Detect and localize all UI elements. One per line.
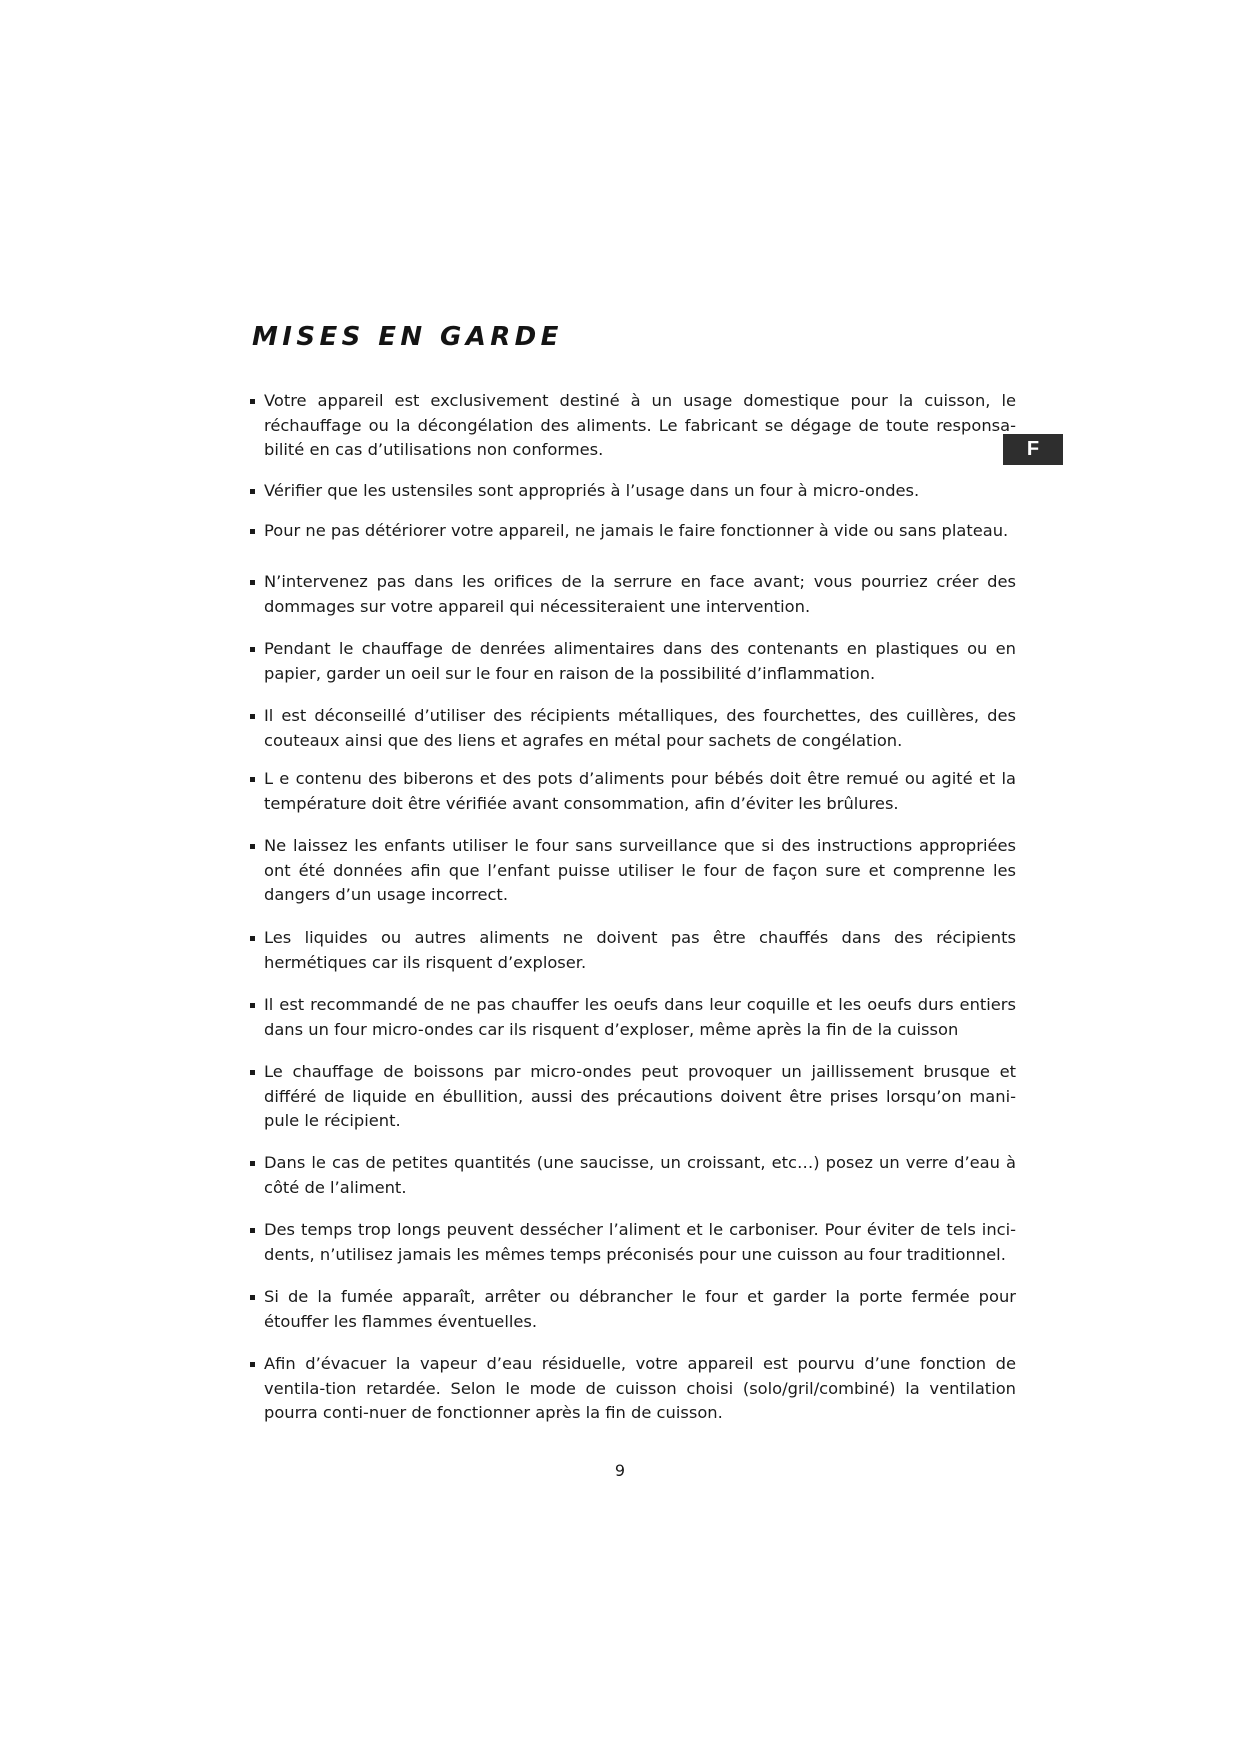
list-item <box>250 834 1016 908</box>
list-item-text: Il est déconseillé d’utiliser des récipients métalliques, des fourchettes, des cuillères, des couteaux ainsi que des liens et agrafes en métal pour sachets de congélation. <box>264 706 1016 750</box>
bullet-icon <box>250 1228 255 1233</box>
list-item-text: Les liquides ou autres aliments ne doivent pas être chauffés dans des récipients hermétiques car ils risquent d’exploser. <box>264 928 1016 972</box>
bullet-icon <box>250 1161 255 1166</box>
bullet-icon <box>250 1003 255 1008</box>
list-item-text: Vérifier que les ustensiles sont appropriés à l’usage dans un four à micro-ondes. <box>264 481 920 500</box>
bullet-icon <box>250 647 255 652</box>
list-item-text: Dans le cas de petites quantités (une saucisse, un croissant, etc…) posez un verre d’eau à côté de l’aliment. <box>264 1153 1016 1197</box>
page-number: 9 <box>614 1461 626 1480</box>
list-item <box>250 704 1016 753</box>
list-item <box>250 926 1016 975</box>
bullet-icon <box>250 399 255 404</box>
list-item-text: Des temps trop longs peuvent dessécher l’aliment et le carboniser. Pour éviter de tels inci-dents, n’utilisez jamais les mêmes temps préconisés pour une cuisson au four traditionnel. <box>264 1220 1016 1264</box>
list-item-text: Ne laissez les enfants utiliser le four sans surveillance que si des instructions appropriées ont été données afin que l’enfant puisse utiliser le four de façon sure et comprenne les dangers d’un usage incorrect. <box>264 836 1016 904</box>
list-item <box>250 993 1016 1042</box>
bullet-icon <box>250 1362 255 1367</box>
list-item <box>250 1285 1016 1334</box>
list-item <box>250 479 1016 504</box>
list-item-text: Le chauffage de boissons par micro-ondes peut provoquer un jaillissement brusque et différé de liquide en ébullition, aussi des précautions doivent être prises lorsqu’on mani-pule le récipient. <box>264 1062 1016 1130</box>
list-item-text: N’intervenez pas dans les orifices de la serrure en face avant; vous pourriez créer des dommages sur votre appareil qui nécessiteraient une intervention. <box>264 572 1016 616</box>
list-item <box>250 1060 1016 1134</box>
list-item-text: Afin d’évacuer la vapeur d’eau résiduelle, votre appareil est pourvu d’une fonction de ventila-tion retardée. Selon le mode de cuisson choisi (solo/gril/combiné) la ventilation pourra conti-nuer de fonctionner après la fin de cuisson. <box>264 1354 1016 1422</box>
list-item <box>250 767 1016 816</box>
list-item <box>250 1218 1016 1267</box>
bullet-icon <box>250 529 255 534</box>
bullet-icon <box>250 1295 255 1300</box>
list-item <box>250 570 1016 619</box>
bullet-icon <box>250 936 255 941</box>
language-tab: F <box>1003 434 1063 465</box>
bullet-icon <box>250 844 255 849</box>
list-item-text: Pendant le chauffage de denrées alimentaires dans des contenants en plastiques ou en papier, garder un oeil sur le four en raison de la possibilité d’inflammation. <box>264 639 1016 683</box>
bullet-icon <box>250 1070 255 1075</box>
bullet-icon <box>250 580 255 585</box>
bullet-icon <box>250 777 255 782</box>
list-item <box>250 637 1016 686</box>
list-item <box>250 389 1016 463</box>
list-item-text: L e contenu des biberons et des pots d’aliments pour bébés doit être remué ou agité et la température doit être vérifiée avant consommation, afin d’éviter les brûlures. <box>264 769 1016 813</box>
bullet-icon <box>250 489 255 494</box>
list-item-text: Si de la fumée apparaît, arrêter ou débrancher le four et garder la porte fermée pour étouffer les flammes éventuelles. <box>264 1287 1016 1331</box>
list-item <box>250 1352 1016 1426</box>
page-title: MISES EN GARDE <box>252 322 563 352</box>
bullet-icon <box>250 714 255 719</box>
list-item <box>250 1151 1016 1200</box>
list-item-text: Votre appareil est exclusivement destiné à un usage domestique pour la cuisson, le réchauffage ou la décongélation des aliments. Le fabricant se dégage de toute responsa-bilité en cas d’utilisations non conformes. <box>264 391 1016 459</box>
list-item <box>250 519 1016 544</box>
list-item-text: Il est recommandé de ne pas chauffer les oeufs dans leur coquille et les oeufs durs entiers dans un four micro-ondes car ils risquent d’exploser, même après la fin de la cuisson <box>264 995 1016 1039</box>
list-item-text: Pour ne pas détériorer votre appareil, ne jamais le faire fonctionner à vide ou sans plateau. <box>264 521 1009 540</box>
